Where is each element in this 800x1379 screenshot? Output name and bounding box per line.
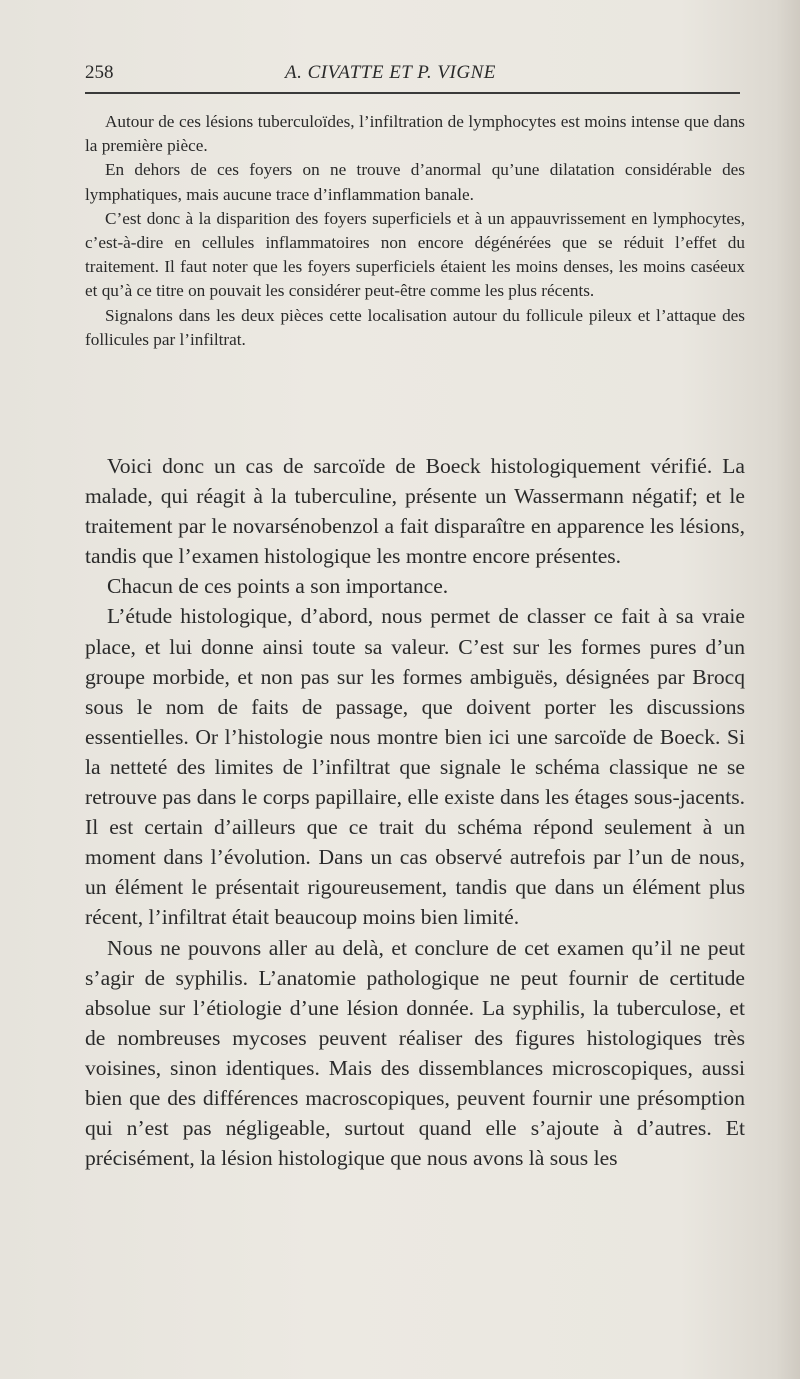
page-header bbox=[85, 60, 740, 88]
paragraph: Chacun de ces points a son importance. bbox=[107, 574, 449, 599]
main-text-section bbox=[85, 451, 745, 1173]
paragraph: Signalons dans les deux pièces cette localisation autour du follicule pileux et l’attaque des follicules par l’infiltrat. bbox=[85, 305, 745, 349]
paragraph: Autour de ces lésions tuberculoïdes, l’infiltration de lymphocytes est moins intense que dans la première pièce. bbox=[85, 112, 745, 156]
paragraph: Voici donc un cas de sarcoïde de Boeck histologiquement vérifié. La malade, qui réagit à la tuberculine, présente un Wassermann négatif; et le traitement par le novarsénobenzol a fait disparaître en apparence les lésions, tandis que l’examen histologique les montre encore présentes. bbox=[85, 454, 745, 569]
paragraph: C’est donc à la disparition des foyers superficiels et à un appauvrissement en lymphocytes, c’est-à-dire en cellules inflammatoires non encore dégénérées que se réduit l’effet du traitement. Il faut noter que les foyers superficiels étaient les moins denses, les moins caséeux et qu’à ce titre on pouvait les considérer peut-être comme les plus récents. bbox=[85, 208, 745, 301]
paragraph: L’étude histologique, d’abord, nous permet de classer ce fait à sa vraie place, et lui donne ainsi toute sa valeur. C’est sur les formes pures d’un groupe morbide, et non pas sur les formes ambiguës, désignées par Brocq sous le nom de faits de passage, que doivent porter les discussions essentielles. Or l’histologie nous montre bien ici une sarcoïde de Boeck. Si la netteté des limites de l’infiltrat que signale le schéma classique ne se retrouve pas dans le corps papillaire, elle existe dans les étages sous-jacents. Il est certain d’ailleurs que ce trait du schéma répond seulement à un moment dans l’évolution. Dans un cas observé autrefois par l’un de nous, un élément le présentait rigoureusement, tandis que dans un élément plus récent, l’infiltrat était beaucoup moins bien limité. bbox=[85, 604, 745, 930]
running-head: A. CIVATTE ET P. VIGNE bbox=[285, 62, 496, 83]
small-print-section bbox=[85, 110, 745, 352]
paragraph: En dehors de ces foyers on ne trouve d’anormal qu’une dilatation considérable des lymphatiques, mais aucune trace d’inflammation banale. bbox=[85, 160, 745, 204]
paragraph: Nous ne pouvons aller au delà, et conclure de cet examen qu’il ne peut s’agir de syphilis. L’anatomie pathologique ne peut fournir de certitude absolue sur l’étiologie d’une lésion donnée. La syphilis, la tuberculose, et de nombreuses mycoses peuvent réaliser des figures histologiques très voisines, sinon identiques. Mais des dissemblances microscopiques, aussi bien que des différences macroscopiques, peuvent fournir une présomption qui n’est pas négligeable, surtout quand elle s’ajoute à d’autres. Et précisément, la lésion histologique que nous avons là sous les bbox=[85, 935, 745, 1171]
header-rule bbox=[85, 92, 740, 94]
page-number: 258 bbox=[85, 62, 114, 83]
